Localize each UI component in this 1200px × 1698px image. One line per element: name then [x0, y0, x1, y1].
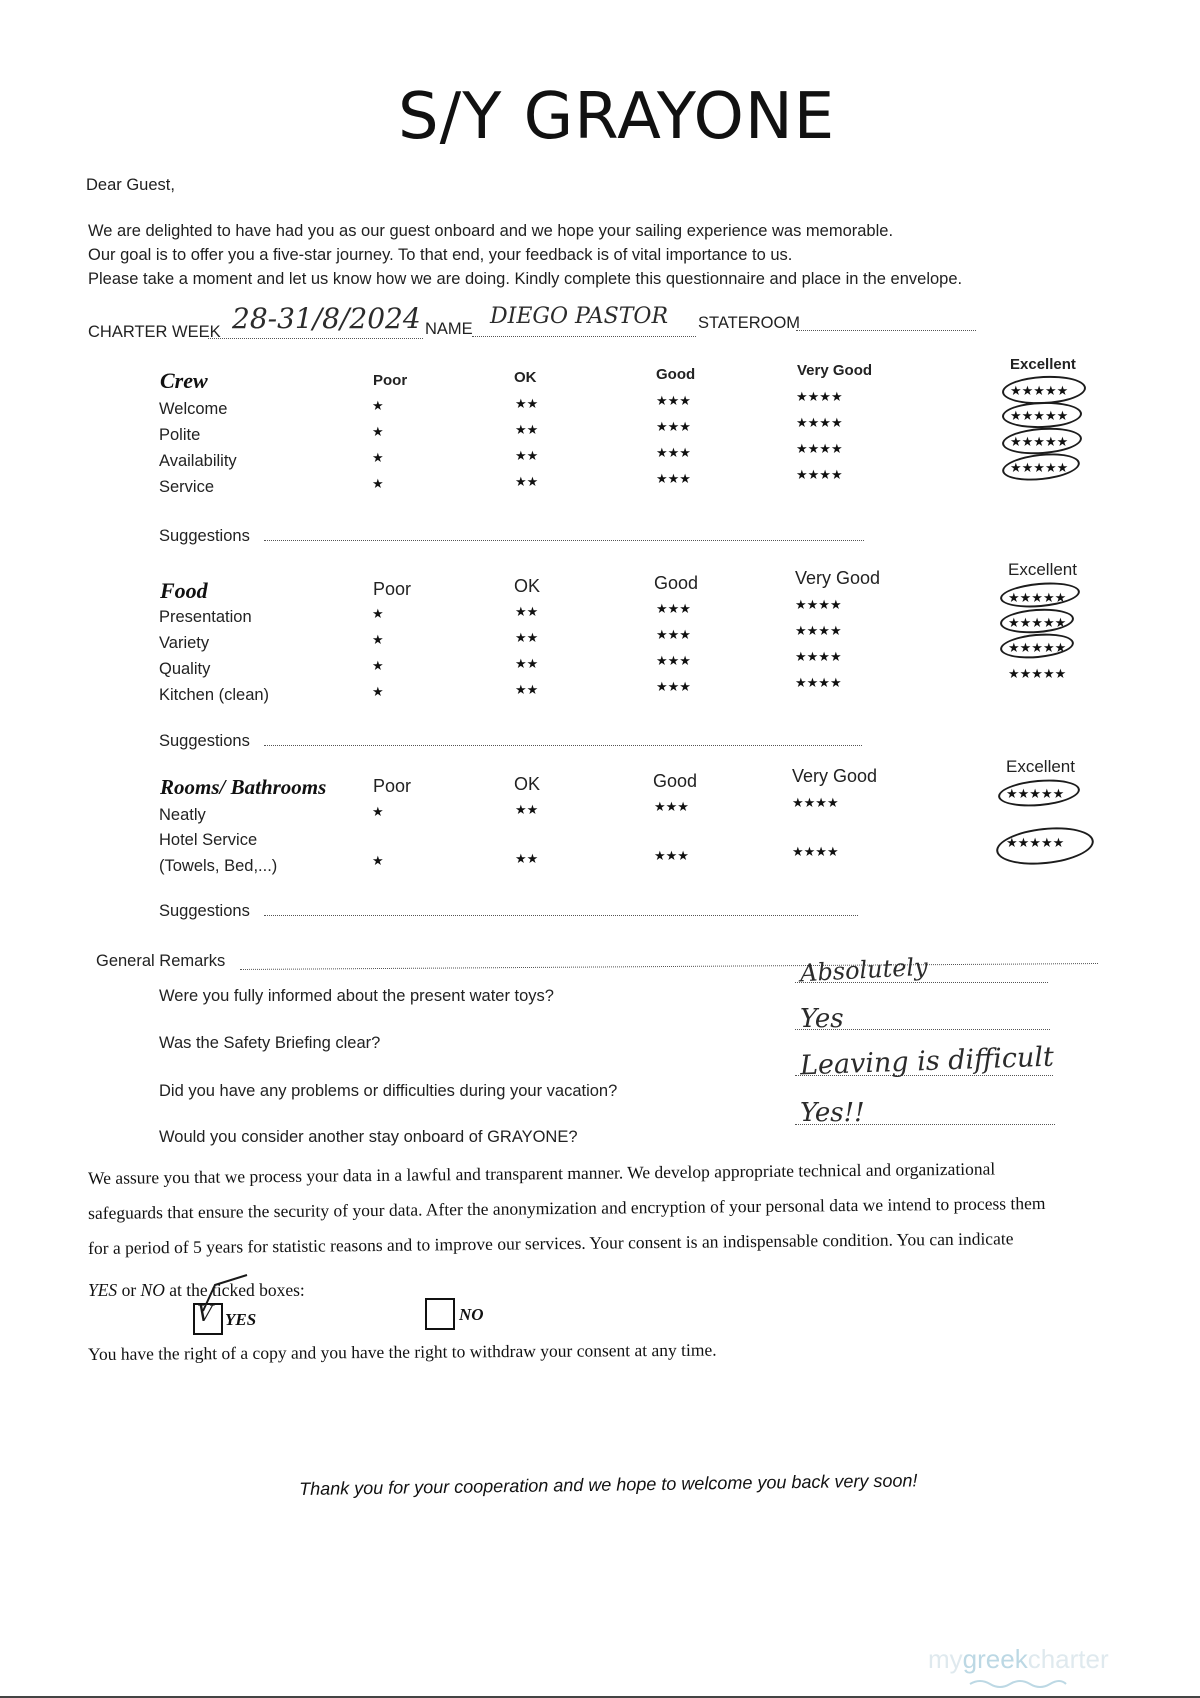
- watermark-part-1: my: [928, 1644, 963, 1674]
- crew-welcome-poor-star[interactable]: ★: [372, 398, 384, 413]
- col-poor: Poor: [373, 372, 408, 389]
- rooms-neatly-excellent-star[interactable]: ★★★★★: [1006, 786, 1065, 801]
- crew-item-service: Service: [159, 478, 215, 496]
- crew-availability-ok-star[interactable]: ★★: [515, 448, 539, 463]
- rooms-col-poor: Poor: [373, 776, 412, 796]
- crew-service-ok-star[interactable]: ★★: [515, 474, 539, 489]
- section-title-food: Food: [160, 578, 208, 603]
- section-title-rooms: Rooms/ Bathrooms: [160, 775, 327, 799]
- food-col-poor: Poor: [373, 579, 412, 599]
- rooms-hotel-poor-star[interactable]: ★: [372, 853, 384, 868]
- crew-service-good-star[interactable]: ★★★: [656, 471, 691, 486]
- food-col-excellent: Excellent: [1008, 560, 1077, 579]
- general-remarks-label: General Remarks: [96, 952, 226, 970]
- food-presentation-excellent-star[interactable]: ★★★★★: [1008, 590, 1067, 605]
- food-quality-poor-star[interactable]: ★: [372, 658, 384, 673]
- food-col-very-good: Very Good: [795, 568, 881, 588]
- rooms-col-very-good: Very Good: [792, 766, 878, 786]
- food-variety-selection-circle: [999, 606, 1074, 635]
- answer-another-stay[interactable]: Yes!!: [800, 1098, 865, 1128]
- crew-item-availability: Availability: [159, 452, 237, 470]
- food-presentation-poor-star[interactable]: ★: [372, 606, 384, 621]
- food-suggestions-label: Suggestions: [159, 732, 250, 750]
- food-col-ok: OK: [514, 576, 541, 596]
- rooms-hotel-verygood-star[interactable]: ★★★★: [792, 844, 839, 859]
- wave-stroke: [970, 1681, 1066, 1687]
- tick-mark-stroke: [203, 1275, 247, 1311]
- col-very-good: Very Good: [797, 362, 873, 379]
- rooms-neatly-selection-circle: [997, 776, 1081, 809]
- crew-polite-verygood-star[interactable]: ★★★★: [796, 415, 843, 430]
- rooms-neatly-poor-star[interactable]: ★: [372, 804, 384, 819]
- food-kitchen-poor-star[interactable]: ★: [372, 684, 384, 699]
- food-variety-good-star[interactable]: ★★★: [656, 627, 691, 642]
- privacy-ticked-boxes: at the ticked boxes:: [169, 1280, 305, 1300]
- question-problems: Did you have any problems or difficulties during your vacation?: [159, 1082, 618, 1100]
- crew-polite-poor-star[interactable]: ★: [372, 424, 384, 439]
- stateroom-label: STATEROOM: [698, 314, 801, 332]
- privacy-or-word: or: [121, 1280, 137, 1300]
- crew-suggestions-line[interactable]: [264, 540, 864, 541]
- crew-welcome-ok-star[interactable]: ★★: [515, 396, 539, 411]
- food-presentation-verygood-star[interactable]: ★★★★: [795, 597, 842, 612]
- watermark-part-3: charter: [1027, 1644, 1109, 1674]
- food-suggestions-line[interactable]: [264, 745, 862, 746]
- intro-line-2: Our goal is to offer you a five-star journey. To that end, your feedback is of vital importance to us.: [88, 246, 793, 264]
- crew-service-verygood-star[interactable]: ★★★★: [796, 467, 843, 482]
- col-excellent: Excellent: [1010, 356, 1076, 373]
- crew-welcome-verygood-star[interactable]: ★★★★: [796, 389, 843, 404]
- greeting: Dear Guest,: [86, 176, 175, 194]
- name-label: NAME: [425, 320, 473, 338]
- rooms-neatly-ok-star[interactable]: ★★: [515, 802, 539, 817]
- food-presentation-good-star[interactable]: ★★★: [656, 601, 691, 616]
- food-kitchen-excellent-star[interactable]: ★★★★★: [1008, 666, 1067, 681]
- stateroom-dotted-line: [796, 330, 976, 331]
- name-value[interactable]: DIEGO PASTOR: [490, 304, 669, 329]
- col-good: Good: [656, 366, 696, 383]
- answer-safety-briefing[interactable]: Yes: [800, 1004, 844, 1034]
- intro-line-1: We are delighted to have had you as our guest onboard and we hope your sailing experience was memorable.: [88, 222, 894, 240]
- food-presentation-ok-star[interactable]: ★★: [515, 604, 539, 619]
- food-quality-ok-star[interactable]: ★★: [515, 656, 539, 671]
- crew-availability-good-star[interactable]: ★★★: [656, 445, 691, 460]
- crew-polite-good-star[interactable]: ★★★: [656, 419, 691, 434]
- general-remarks-line[interactable]: [240, 963, 1098, 970]
- food-kitchen-verygood-star[interactable]: ★★★★: [795, 675, 842, 690]
- crew-polite-selection-circle: [1002, 401, 1083, 430]
- rooms-hotel-excellent-star[interactable]: ★★★★★: [1006, 835, 1065, 850]
- crew-service-poor-star[interactable]: ★: [372, 476, 384, 491]
- food-quality-good-star[interactable]: ★★★: [656, 653, 691, 668]
- thanks-message: Thank you for your cooperation and we hope to welcome you back very soon!: [299, 1470, 918, 1499]
- name-dotted-line: [472, 336, 696, 337]
- rooms-item-hotel-service: Hotel Service: [159, 831, 258, 849]
- no-label: NO: [459, 1305, 484, 1324]
- crew-availability-verygood-star[interactable]: ★★★★: [796, 441, 843, 456]
- bottom-edge-line: [0, 1696, 1200, 1698]
- crew-polite-ok-star[interactable]: ★★: [515, 422, 539, 437]
- rooms-col-good: Good: [653, 771, 698, 791]
- intro-line-3: Please take a moment and let us know how we are doing. Kindly complete this questionnaire and place in the envelope.: [88, 270, 963, 288]
- wave-icon: [968, 1678, 1068, 1690]
- crew-service-selection-circle: [1001, 450, 1081, 484]
- answer-problems[interactable]: Leaving is difficult: [799, 1041, 1055, 1082]
- food-item-presentation: Presentation: [159, 608, 252, 626]
- crew-item-polite: Polite: [159, 426, 201, 444]
- crew-welcome-excellent-star[interactable]: ★★★★★: [1010, 383, 1069, 398]
- crew-item-welcome: Welcome: [159, 400, 228, 418]
- food-variety-poor-star[interactable]: ★: [372, 632, 384, 647]
- rooms-hotel-ok-star[interactable]: ★★: [515, 851, 539, 866]
- rooms-item-neatly: Neatly: [159, 806, 206, 824]
- watermark-part-2: greek: [962, 1644, 1028, 1674]
- food-item-quality: Quality: [159, 660, 211, 678]
- privacy-line-2: safeguards that ensure the security of your data. After the anonymization and encryption of your personal data we intend to process them: [88, 1192, 1046, 1223]
- col-ok: OK: [514, 369, 537, 386]
- food-item-variety: Variety: [159, 634, 210, 652]
- crew-availability-poor-star[interactable]: ★: [372, 450, 384, 465]
- food-col-good: Good: [654, 573, 699, 593]
- privacy-line-3: for a period of 5 years for statistic reasons and to improve our services. Your consent is an indispensable condition. You can indicate: [88, 1228, 1014, 1258]
- crew-service-excellent-star[interactable]: ★★★★★: [1010, 460, 1069, 475]
- rooms-hotel-selection-circle: [994, 823, 1095, 869]
- privacy-no-word: NO: [140, 1280, 165, 1300]
- food-presentation-selection-circle: [999, 580, 1081, 611]
- charter-week-dotted-line: [208, 338, 423, 339]
- privacy-line-1: We assure you that we process your data in a lawful and transparent manner. We develop appropriate technical and organizational: [88, 1158, 996, 1188]
- crew-availability-excellent-star[interactable]: ★★★★★: [1010, 434, 1069, 449]
- food-quality-verygood-star[interactable]: ★★★★: [795, 649, 842, 664]
- food-kitchen-good-star[interactable]: ★★★: [656, 679, 691, 694]
- food-quality-selection-circle: [999, 631, 1075, 661]
- no-checkbox[interactable]: [425, 1298, 455, 1330]
- rooms-item-towels-bed: (Towels, Bed,...): [159, 857, 278, 875]
- food-kitchen-ok-star[interactable]: ★★: [515, 682, 539, 697]
- food-variety-ok-star[interactable]: ★★: [515, 630, 539, 645]
- food-variety-excellent-star[interactable]: ★★★★★: [1008, 615, 1067, 630]
- watermark-logo: [928, 1644, 1109, 1675]
- crew-availability-selection-circle: [1001, 425, 1083, 457]
- food-item-kitchen: Kitchen (clean): [159, 686, 270, 704]
- page-title: S/Y GRAYONE: [398, 80, 836, 154]
- crew-polite-excellent-star[interactable]: ★★★★★: [1010, 408, 1069, 423]
- rooms-suggestions-line[interactable]: [264, 915, 858, 916]
- answer-water-toys[interactable]: Absolutely: [799, 952, 929, 988]
- rooms-col-excellent: Excellent: [1006, 757, 1075, 776]
- rights-text: You have the right of a copy and you have the right to withdraw your consent at any time.: [88, 1339, 717, 1364]
- tick-mark-icon: [195, 1273, 255, 1313]
- yes-label: YES: [225, 1310, 257, 1329]
- question-another-stay: Would you consider another stay onboard of GRAYONE?: [159, 1128, 578, 1146]
- crew-welcome-good-star[interactable]: ★★★: [656, 393, 691, 408]
- rooms-suggestions-label: Suggestions: [159, 902, 250, 920]
- charter-week-label: CHARTER WEEK: [88, 323, 221, 341]
- charter-week-value[interactable]: 28-31/8/2024: [232, 302, 421, 335]
- question-safety-briefing: Was the Safety Briefing clear?: [159, 1034, 381, 1052]
- rooms-col-ok: OK: [514, 774, 541, 794]
- food-quality-excellent-star[interactable]: ★★★★★: [1008, 640, 1067, 655]
- crew-suggestions-label: Suggestions: [159, 527, 250, 545]
- rooms-neatly-verygood-star[interactable]: ★★★★: [792, 795, 839, 810]
- section-title-crew: Crew: [160, 368, 208, 393]
- food-variety-verygood-star[interactable]: ★★★★: [795, 623, 842, 638]
- privacy-yes-word: YES: [88, 1280, 118, 1300]
- rooms-hotel-good-star[interactable]: ★★★: [654, 848, 689, 863]
- yes-checkbox-mark: V: [197, 1302, 213, 1327]
- question-water-toys: Were you fully informed about the present water toys?: [159, 987, 554, 1005]
- rooms-neatly-good-star[interactable]: ★★★: [654, 799, 689, 814]
